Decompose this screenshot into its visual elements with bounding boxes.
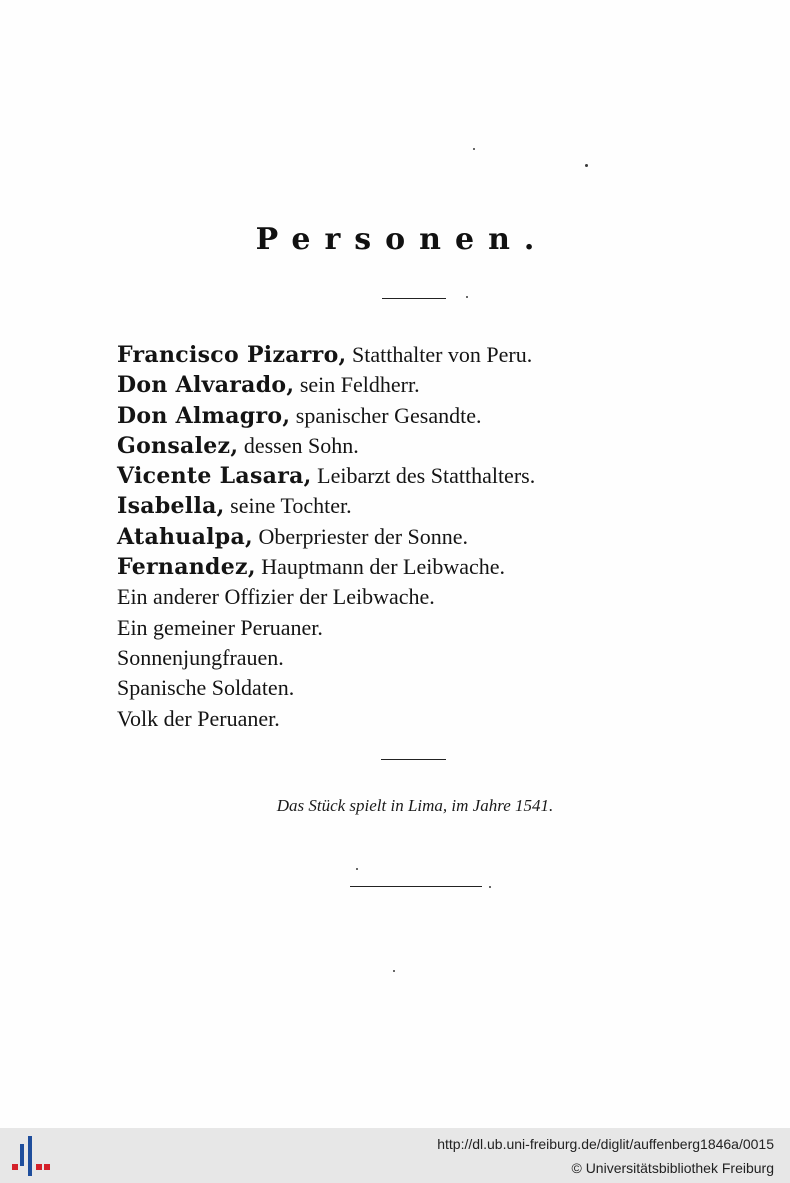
page-title: Personen. bbox=[255, 222, 549, 257]
cast-role: Francisco Pizarro, bbox=[117, 342, 347, 368]
cast-item bbox=[117, 704, 737, 734]
cast-item bbox=[117, 522, 737, 552]
cast-item bbox=[117, 613, 737, 643]
ink-speck bbox=[473, 148, 475, 150]
cast-item bbox=[117, 461, 737, 491]
cast-desc: Statthalter von Peru. bbox=[346, 342, 533, 367]
cast-desc: Hauptmann der Leibwache. bbox=[255, 554, 506, 580]
cast-list bbox=[117, 340, 737, 734]
setting-note: Das Stück spielt in Lima, im Jahre 1541. bbox=[276, 796, 554, 815]
ub-freiburg-logo-icon[interactable] bbox=[10, 1136, 50, 1176]
cast-role: Gonsalez, bbox=[117, 432, 239, 459]
ink-speck bbox=[466, 296, 468, 298]
cast-item bbox=[117, 370, 737, 400]
cast-desc: Oberpriester der Sonne. bbox=[253, 523, 469, 549]
cast-item bbox=[117, 552, 737, 582]
ink-speck bbox=[585, 164, 588, 167]
cast-item bbox=[117, 431, 737, 461]
cast-role: Don Almagro, bbox=[117, 402, 291, 429]
cast-item bbox=[117, 401, 737, 431]
cast-desc: seine Tochter. bbox=[224, 493, 352, 519]
end-divider bbox=[350, 886, 482, 887]
cast-desc: Volk der Peruaner. bbox=[117, 705, 280, 731]
cast-role: Isabella, bbox=[117, 493, 225, 520]
cast-item bbox=[117, 582, 737, 612]
cast-desc: Ein gemeiner Peruaner. bbox=[117, 614, 323, 640]
cast-desc: Sonnenjungfrauen. bbox=[117, 644, 284, 670]
viewer-footer bbox=[0, 1128, 790, 1183]
cast-item bbox=[117, 491, 737, 521]
title-divider bbox=[382, 298, 446, 299]
cast-item bbox=[117, 673, 737, 703]
cast-desc: Leibarzt des Statthalters. bbox=[311, 463, 536, 489]
ink-speck bbox=[393, 970, 395, 972]
cast-role: Don Alvarado, bbox=[117, 372, 295, 399]
permalink-url[interactable]: http://dl.ub.uni-freiburg.de/diglit/auffenberg1846a/0015 bbox=[437, 1136, 774, 1152]
cast-role: Fernandez, bbox=[117, 554, 256, 581]
copyright-notice: © Universitätsbibliothek Freiburg bbox=[571, 1160, 774, 1176]
cast-divider bbox=[381, 759, 446, 760]
cast-desc: Spanische Soldaten. bbox=[117, 675, 295, 701]
cast-desc: Ein anderer Offizier der Leibwache. bbox=[117, 584, 435, 610]
cast-desc: spanischer Gesandte. bbox=[290, 402, 482, 428]
cast-role: Vicente Lasara, bbox=[117, 463, 312, 490]
cast-item bbox=[117, 340, 737, 370]
ink-speck bbox=[356, 868, 358, 870]
cast-role: Atahualpa, bbox=[117, 523, 253, 550]
cast-desc: sein Feldherr. bbox=[294, 372, 420, 398]
cast-desc: dessen Sohn. bbox=[238, 432, 359, 458]
ink-speck bbox=[489, 886, 491, 888]
cast-item bbox=[117, 643, 737, 673]
